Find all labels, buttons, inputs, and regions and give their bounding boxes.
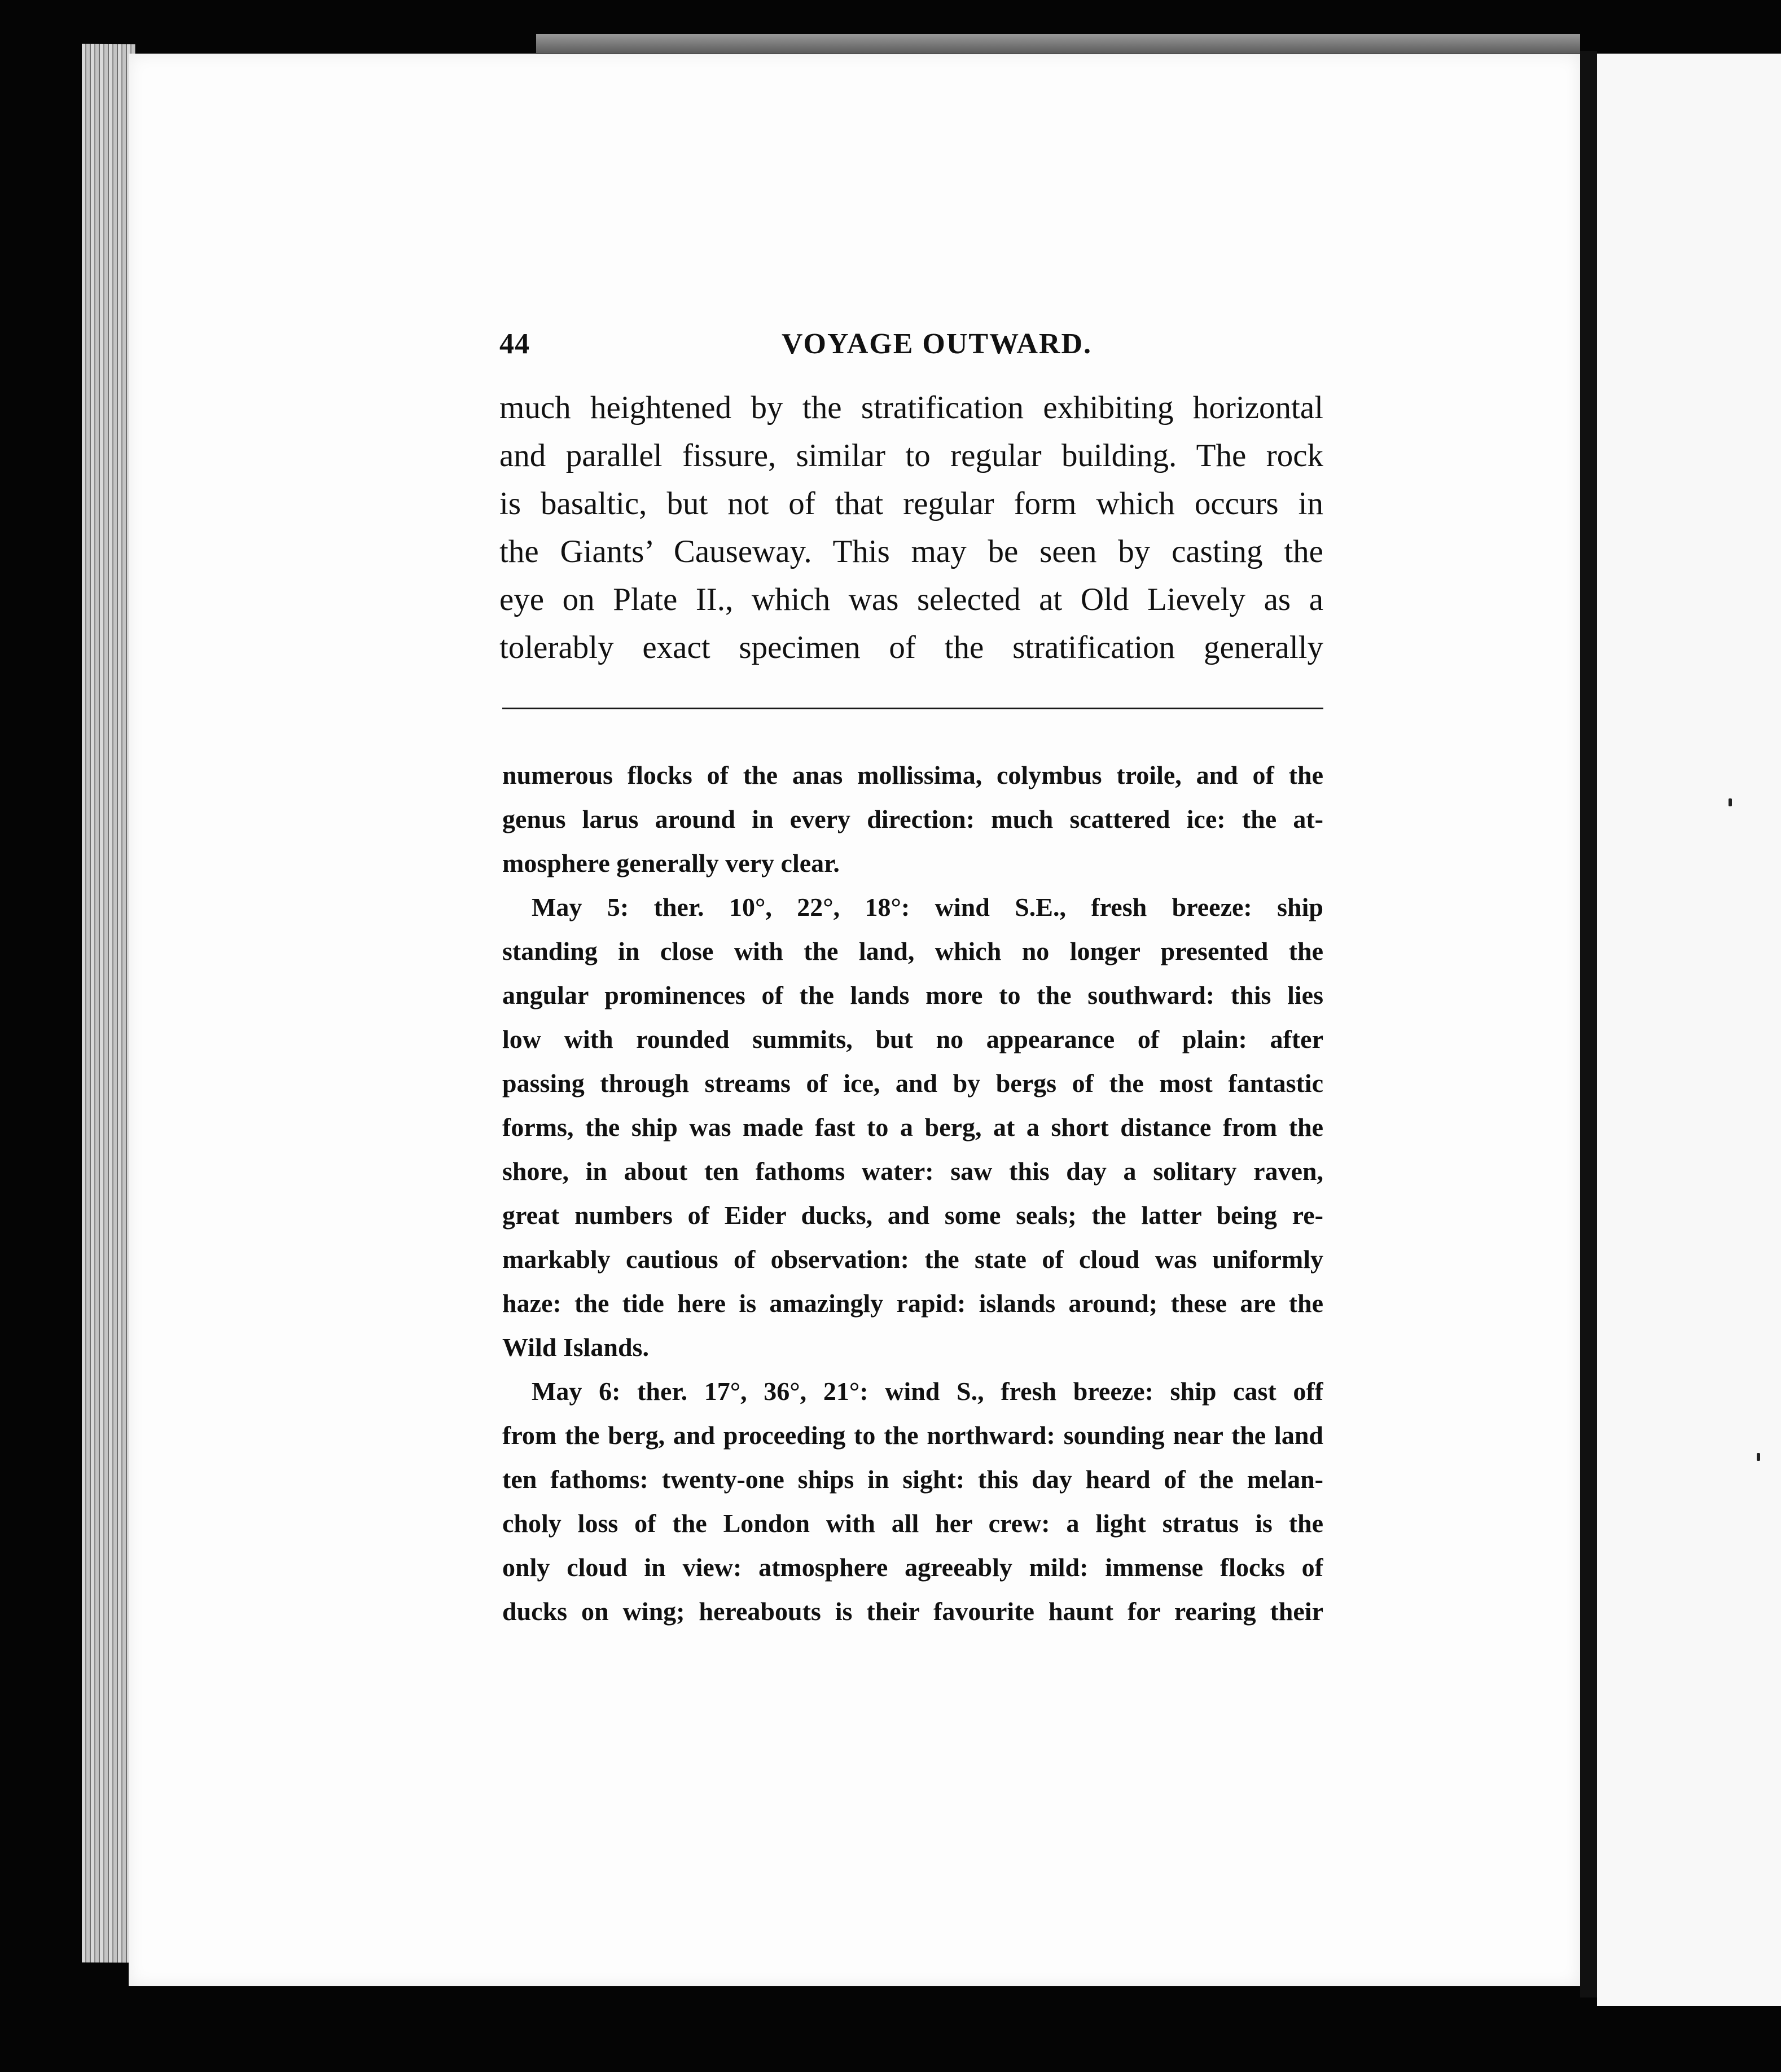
footnote-line: choly loss of the London with all her crew: a light stratus is the (502, 1509, 1323, 1538)
footnote-line: ducks on wing; hereabouts is their favourite haunt for rearing their (502, 1597, 1323, 1626)
footnote-line: low with rounded summits, but no appearance of plain: after (502, 1025, 1323, 1053)
footnote-line: forms, the ship was made fast to a berg, at a short distance from the (502, 1113, 1323, 1142)
footnote-line: from the berg, and proceeding to the northward: sounding near the land (502, 1421, 1323, 1450)
main-text-line: much heightened by the stratification exhibiting horizontal (499, 390, 1323, 425)
footnote-line: passing through streams of ice, and by bergs of the most fantastic (502, 1069, 1323, 1098)
footnote-line: Wild Islands. (502, 1333, 649, 1362)
facing-page-mark (1757, 1453, 1760, 1461)
footnote-line: numerous flocks of the anas mollissima, colymbus troile, and of the (502, 761, 1323, 789)
main-text-block (499, 384, 1323, 671)
running-title: VOYAGE OUTWARD. (782, 328, 1092, 360)
main-text-line: is basaltic, but not of that regular form which occurs in (499, 486, 1323, 521)
main-text-line: eye on Plate II., which was selected at Old Lievely as a (499, 582, 1323, 617)
footnote-line: markably cautious of observation: the state of cloud was uniformly (502, 1245, 1323, 1274)
footnote-separator (502, 708, 1323, 709)
footnote-block (502, 753, 1323, 1634)
running-header (499, 324, 1323, 364)
footnote-line: shore, in about ten fathoms water: saw this day a solitary raven, (502, 1157, 1323, 1186)
footnote-line: haze: the tide here is amazingly rapid: islands around; these are the (502, 1289, 1323, 1318)
page-number: 44 (499, 328, 530, 360)
book-gutter (1580, 51, 1597, 1998)
main-text-line: and parallel fissure, similar to regular building. The rock (499, 438, 1323, 473)
main-text-line: the Giants’ Causeway. This may be seen by casting the (499, 534, 1323, 569)
main-text-line: tolerably exact specimen of the stratification generally (499, 630, 1323, 665)
facing-page (1597, 54, 1781, 2006)
footnote-line: ten fathoms: twenty-one ships in sight: this day heard of the melan- (502, 1465, 1323, 1494)
footnote-line: great numbers of Eider ducks, and some seals; the latter being re- (502, 1201, 1323, 1230)
footnote-line: genus larus around in every direction: much scattered ice: the at- (502, 805, 1323, 833)
book-page-edges (82, 44, 135, 1963)
footnote-line: standing in close with the land, which no longer presented the (502, 937, 1323, 965)
footnote-line: May 5: ther. 10°, 22°, 18°: wind S.E., fresh breeze: ship (532, 893, 1323, 921)
book-top-edge (536, 34, 1580, 53)
footnote-line: mosphere generally very clear. (502, 849, 840, 877)
footnote-line: angular prominences of the lands more to the southward: this lies (502, 981, 1323, 1009)
facing-page-mark (1729, 798, 1732, 806)
footnote-line: only cloud in view: atmosphere agreeably mild: immense flocks of (502, 1553, 1323, 1582)
footnote-line: May 6: ther. 17°, 36°, 21°: wind S., fresh breeze: ship cast off (532, 1377, 1323, 1406)
